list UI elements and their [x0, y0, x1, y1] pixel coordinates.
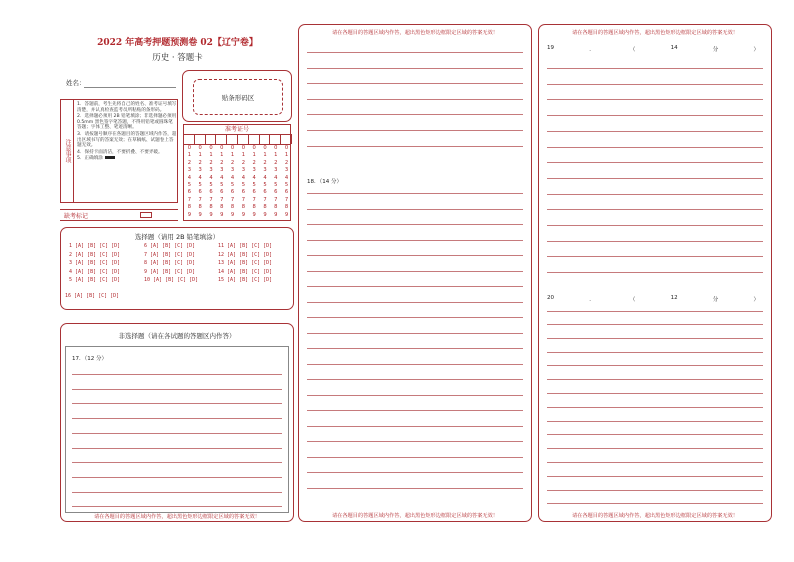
exam-number-bubble[interactable]: 1 — [198, 152, 202, 159]
notice-item: 3．请按题号顺序在各题目的答题区域内作答，超出区域书写的答案无效；在草稿纸、试题卷上答题无效。 — [77, 131, 177, 149]
q19-unit: 分 — [712, 47, 719, 53]
q19-number: 19 — [547, 45, 554, 51]
answer-line — [307, 472, 523, 473]
answer-line — [307, 379, 523, 380]
choice-item[interactable]: 6 [A] [B] [C] [D] — [144, 243, 196, 249]
exam-number-bubble[interactable]: 6 — [230, 189, 235, 196]
exam-number-bubble[interactable]: 4 — [187, 174, 192, 181]
exam-number-bubble[interactable]: 3 — [241, 167, 246, 174]
exam-number-bubble[interactable]: 3 — [198, 167, 202, 174]
answer-line — [547, 68, 763, 69]
answer-line — [72, 389, 282, 390]
answer-line — [547, 365, 763, 366]
exam-number-bubble[interactable]: 3 — [209, 167, 213, 174]
choice-item[interactable]: 4 [A] [B] [C] [D] — [69, 268, 121, 275]
exam-number-digit-box[interactable] — [281, 134, 292, 144]
exam-number-bubble[interactable]: 3 — [274, 167, 278, 174]
answer-line — [72, 448, 282, 449]
notice-item-text: 5．正确填涂 — [77, 156, 103, 162]
answer-line — [547, 503, 763, 504]
answer-line — [547, 379, 763, 380]
exam-number-bubble[interactable]: 3 — [263, 167, 267, 174]
exam-number-digit-box[interactable] — [227, 134, 238, 144]
answer-line — [307, 68, 523, 69]
q19-paren-close: ） — [753, 47, 759, 53]
choice-item[interactable]: 10 [A] [B] [C] [D] — [144, 277, 199, 284]
exam-number-bubble[interactable]: 8 — [209, 204, 213, 211]
exam-number-bubble[interactable]: 1 — [220, 152, 224, 159]
page-title: 2022 年高考押题预测卷 02【辽宁卷】 — [97, 38, 258, 48]
exam-number-bubble[interactable]: 2 — [198, 159, 202, 166]
answer-line — [307, 99, 523, 100]
exam-number-bubble[interactable]: 0 — [284, 145, 289, 151]
answer-line — [547, 311, 763, 312]
missing-exam-row — [60, 209, 178, 221]
answer-line — [307, 302, 523, 303]
answer-line — [547, 84, 763, 85]
q19-label — [547, 45, 759, 53]
choice-item[interactable]: 16 [A] [B] [C] [D] — [65, 293, 120, 299]
exam-number-bubble[interactable]: 2 — [263, 159, 267, 166]
answer-line — [547, 324, 763, 325]
exam-number-bubble-column[interactable] — [206, 145, 217, 219]
answer-line — [547, 115, 763, 116]
q20-paren-close: ） — [753, 297, 759, 303]
exam-number-bubble[interactable]: 9 — [220, 211, 224, 218]
exam-number-bubble[interactable]: 1 — [241, 152, 246, 159]
exam-number-bubble[interactable]: 7 — [274, 196, 278, 203]
q19-dot: ． — [589, 47, 595, 53]
exam-number-bubble[interactable]: 5 — [220, 182, 224, 189]
answer-line — [307, 52, 523, 53]
page-subtitle: 历史 · 答题卡 — [152, 53, 203, 63]
exam-number-bubble[interactable]: 9 — [274, 211, 278, 218]
answer-line — [307, 114, 523, 115]
non-choice-section — [60, 323, 294, 522]
exam-number-bubble[interactable]: 6 — [187, 189, 192, 196]
answer-line — [547, 178, 763, 179]
answer-line — [307, 271, 523, 272]
answer-line — [72, 418, 282, 419]
exam-number-bubble[interactable]: 6 — [209, 189, 213, 196]
exam-number-grid — [183, 124, 291, 221]
answer-line — [307, 224, 523, 225]
exam-number-bubble[interactable]: 0 — [274, 145, 278, 151]
exam-number-bubble[interactable]: 4 — [241, 174, 246, 181]
exam-number-bubble[interactable]: 5 — [263, 182, 267, 189]
answer-column-18 — [298, 24, 532, 522]
choice-item[interactable]: 11 [A] [B] [C] [D] — [218, 243, 273, 249]
answer-line — [547, 462, 763, 463]
answer-line — [547, 209, 763, 210]
exam-number-digit-box[interactable] — [249, 134, 260, 144]
exam-number-bubble-column[interactable] — [184, 145, 195, 219]
column-note-bottom: 请在各题目的答题区域内作答，超出黑色矩形边框限定区域的答案无效！ — [331, 513, 498, 519]
answer-line — [547, 407, 763, 408]
exam-number-bubble-column[interactable] — [260, 145, 271, 219]
exam-number-bubble-column[interactable] — [238, 145, 249, 219]
footer-note-left: 请在各题目的答题区域内作答，超出黑色矩形边框限定区域的答案无效！ — [93, 514, 260, 520]
answer-line — [547, 352, 763, 353]
exam-number-bubble[interactable]: 5 — [252, 182, 256, 189]
exam-number-bubble[interactable]: 4 — [230, 174, 235, 181]
barcode-area — [182, 70, 292, 122]
q20-unit: 分 — [712, 297, 719, 303]
exam-number-bubble[interactable]: 6 — [263, 189, 267, 196]
answer-line — [307, 286, 523, 287]
exam-number-bubble[interactable]: 9 — [187, 211, 192, 218]
exam-number-bubble[interactable]: 4 — [209, 174, 213, 181]
exam-number-bubble[interactable]: 7 — [241, 196, 246, 203]
exam-number-title: 准考证号 — [184, 125, 290, 135]
answer-line — [72, 433, 282, 434]
q19-score: 14 — [670, 45, 678, 51]
exam-number-bubble[interactable]: 6 — [252, 189, 256, 196]
exam-number-bubble[interactable]: 7 — [198, 196, 202, 203]
exam-number-bubble[interactable]: 2 — [209, 159, 213, 166]
answer-line — [547, 393, 763, 394]
exam-number-bubble[interactable]: 4 — [220, 174, 224, 181]
answer-line — [307, 410, 523, 411]
answer-line — [72, 403, 282, 404]
choice-item[interactable]: 3 [A] [B] [C] [D] — [69, 260, 121, 267]
exam-number-bubble[interactable]: 3 — [230, 167, 235, 174]
choice-item[interactable]: 1 [A] [B] [C] [D] — [69, 243, 121, 249]
exam-number-bubble[interactable]: 6 — [274, 189, 278, 196]
exam-number-bubble[interactable]: 0 — [209, 145, 213, 151]
exam-number-bubble[interactable]: 6 — [241, 189, 246, 196]
exam-number-bubble[interactable]: 8 — [241, 204, 246, 211]
answer-line — [307, 441, 523, 442]
exam-number-digit-box[interactable] — [195, 134, 206, 144]
column-note-top: 请在各题目的答题区域内作答，超出黑色矩形边框限定区域的答案无效！ — [571, 30, 738, 36]
answer-line — [547, 162, 763, 163]
notice-item: 2．选择题必须用 2B 铅笔填涂；非选择题必须用 0.5mm 黑色签字笔答题，不得用铅笔或圆珠笔答题；字体工整、笔迹清晰。 — [77, 114, 177, 131]
exam-number-bubble[interactable]: 2 — [241, 159, 246, 166]
exam-number-bubble[interactable]: 9 — [241, 211, 246, 218]
exam-number-bubble-column[interactable] — [281, 145, 292, 219]
exam-number-bubble[interactable]: 2 — [220, 159, 224, 166]
column-note-bottom: 请在各题目的答题区域内作答，超出黑色矩形边框限定区域的答案无效！ — [571, 513, 738, 519]
exam-number-bubble[interactable]: 0 — [198, 145, 202, 151]
exam-number-bubble[interactable]: 4 — [274, 174, 278, 181]
choice-item[interactable]: 8 [A] [B] [C] [D] — [144, 260, 196, 267]
exam-number-bubble[interactable]: 5 — [284, 182, 289, 189]
missing-exam-label: 缺考标记 — [64, 213, 89, 220]
exam-number-bubble[interactable]: 1 — [209, 152, 213, 159]
missing-exam-checkbox[interactable] — [140, 212, 152, 218]
exam-number-bubble[interactable]: 8 — [284, 204, 289, 211]
exam-number-digit-box[interactable] — [260, 134, 271, 144]
answer-line — [547, 241, 763, 242]
exam-number-bubble[interactable]: 1 — [284, 152, 289, 159]
answer-line — [547, 225, 763, 226]
exam-number-bubble[interactable]: 8 — [263, 204, 267, 211]
answer-line — [547, 272, 763, 273]
answer-line — [307, 209, 523, 210]
exam-number-bubble[interactable]: 3 — [284, 167, 289, 174]
q19-paren-open: （ — [629, 47, 636, 53]
choice-item[interactable]: 5 [A] [B] [C] [D] — [69, 277, 121, 284]
exam-number-bubble[interactable]: 7 — [187, 196, 192, 203]
exam-number-bubble[interactable]: 9 — [263, 211, 267, 218]
answer-line — [307, 193, 523, 194]
choice-item[interactable]: 2 [A] [B] [C] [D] — [69, 251, 121, 258]
answer-line — [72, 492, 282, 493]
exam-number-bubble[interactable]: 1 — [187, 152, 192, 159]
exam-number-bubble[interactable]: 4 — [252, 174, 256, 181]
exam-number-bubble[interactable]: 5 — [209, 182, 213, 189]
exam-number-bubble[interactable]: 2 — [187, 159, 192, 166]
answer-line — [307, 130, 523, 131]
answer-line — [72, 506, 282, 507]
notice-side-label: 注意事项 — [61, 100, 74, 202]
exam-number-bubble[interactable]: 1 — [263, 152, 267, 159]
q20-score: 12 — [670, 295, 678, 301]
choice-item[interactable]: 12 [A] [B] [C] [D] — [218, 251, 273, 258]
answer-line — [72, 462, 282, 463]
exam-number-bubble[interactable]: 1 — [230, 152, 235, 159]
exam-number-bubble[interactable]: 9 — [230, 211, 235, 218]
exam-number-bubble[interactable]: 0 — [241, 145, 246, 151]
answer-line — [307, 395, 523, 396]
answer-column-19-20 — [538, 24, 772, 522]
exam-number-bubble[interactable]: 6 — [198, 189, 202, 196]
filled-mark-sample — [105, 156, 115, 159]
q20-label — [547, 295, 759, 303]
exam-number-bubble[interactable]: 3 — [220, 167, 224, 174]
exam-number-bubble[interactable]: 5 — [241, 182, 246, 189]
choice-item[interactable]: 15 [A] [B] [C] [D] — [218, 277, 273, 284]
exam-number-bubble[interactable]: 5 — [230, 182, 235, 189]
exam-number-digit-box[interactable] — [270, 134, 281, 144]
exam-number-bubble[interactable]: 2 — [284, 159, 289, 166]
exam-number-bubble[interactable]: 0 — [187, 145, 192, 151]
answer-line — [307, 457, 523, 458]
answer-line — [307, 83, 523, 84]
exam-number-bubble[interactable]: 8 — [274, 204, 278, 211]
name-field[interactable] — [84, 87, 176, 88]
exam-number-bubble[interactable]: 1 — [252, 152, 256, 159]
answer-line — [307, 348, 523, 349]
barcode-label: 贴条形码区 — [193, 79, 283, 115]
answer-line — [547, 131, 763, 132]
answer-line — [547, 434, 763, 435]
exam-number-bubble[interactable]: 4 — [263, 174, 267, 181]
name-label: 姓名： — [66, 79, 86, 87]
answer-line — [547, 490, 763, 491]
answer-line — [307, 240, 523, 241]
exam-number-bubble[interactable]: 9 — [198, 211, 202, 218]
column-note-top: 请在各题目的答题区域内作答，超出黑色矩形边框限定区域的答案无效！ — [331, 30, 498, 36]
notice-panel — [60, 99, 178, 203]
exam-number-bubble[interactable]: 2 — [274, 159, 278, 166]
exam-number-bubble-column[interactable] — [270, 145, 281, 219]
answer-line — [547, 476, 763, 477]
exam-number-bubble-column[interactable] — [249, 145, 260, 219]
notice-item: 4．保持卡面清洁，不要折叠、不要弄破。 — [77, 149, 163, 155]
choice-item[interactable]: 9 [A] [B] [C] [D] — [144, 268, 196, 275]
exam-number-bubble[interactable]: 2 — [252, 159, 256, 166]
q17-answer-area[interactable] — [65, 346, 289, 513]
exam-number-bubble[interactable]: 2 — [230, 159, 235, 166]
exam-number-digit-box[interactable] — [238, 134, 249, 144]
exam-number-bubble[interactable]: 9 — [209, 211, 213, 218]
exam-number-bubble[interactable]: 0 — [252, 145, 256, 151]
answer-line — [307, 317, 523, 318]
q20-number: 20 — [547, 295, 554, 301]
exam-number-bubble[interactable]: 7 — [252, 196, 256, 203]
exam-number-bubble[interactable]: 9 — [284, 211, 289, 218]
multiple-choice-title: 选择题（请用 2B 铅笔填涂） — [134, 233, 220, 241]
answer-line — [307, 146, 523, 147]
exam-number-bubble[interactable]: 6 — [220, 189, 224, 196]
answer-line — [72, 477, 282, 478]
answer-line — [307, 333, 523, 334]
exam-number-bubble[interactable]: 1 — [274, 152, 278, 159]
q20-dot: ． — [589, 297, 595, 303]
exam-number-bubble-column[interactable] — [227, 145, 238, 219]
answer-line — [307, 364, 523, 365]
exam-number-digit-box[interactable] — [184, 134, 195, 144]
q17-label: 17．（12 分） — [72, 356, 107, 362]
exam-number-bubble[interactable]: 3 — [252, 167, 256, 174]
notice-item — [77, 156, 177, 162]
choice-item[interactable]: 7 [A] [B] [C] [D] — [144, 251, 196, 258]
answer-line — [547, 147, 763, 148]
q18-label: 18．（14 分） — [307, 179, 342, 185]
exam-number-bubble-column[interactable] — [195, 145, 206, 219]
answer-line — [547, 99, 763, 100]
exam-number-bubble[interactable]: 7 — [263, 196, 267, 203]
multiple-choice-section — [60, 227, 294, 310]
exam-number-bubble[interactable]: 9 — [252, 211, 256, 218]
q20-paren-open: （ — [629, 297, 636, 303]
exam-number-bubble[interactable]: 7 — [230, 196, 235, 203]
answer-line — [307, 488, 523, 489]
answer-line — [547, 421, 763, 422]
exam-number-bubble[interactable]: 5 — [198, 182, 202, 189]
answer-line — [547, 338, 763, 339]
exam-number-bubble-column[interactable] — [216, 145, 227, 219]
notice-item: 1．答题前，考生先将自己的姓名、准考证号填写清楚，并认真检查监考员所粘贴的条形码。 — [77, 102, 177, 113]
exam-number-bubble[interactable]: 8 — [220, 204, 224, 211]
answer-line — [72, 374, 282, 375]
exam-number-bubble[interactable]: 0 — [220, 145, 224, 151]
exam-number-bubble[interactable]: 7 — [209, 196, 213, 203]
choice-item[interactable]: 14 [A] [B] [C] [D] — [218, 268, 273, 275]
answer-line — [547, 194, 763, 195]
exam-number-bubble[interactable]: 4 — [284, 174, 289, 181]
exam-number-bubble[interactable]: 7 — [284, 196, 289, 203]
exam-number-bubble[interactable]: 5 — [274, 182, 278, 189]
exam-number-bubble[interactable]: 8 — [230, 204, 235, 211]
answer-line — [547, 256, 763, 257]
exam-number-digit-box[interactable] — [216, 134, 227, 144]
exam-number-bubble[interactable]: 4 — [198, 174, 202, 181]
answer-line — [307, 255, 523, 256]
exam-number-bubble[interactable]: 7 — [220, 196, 224, 203]
exam-number-bubble[interactable]: 5 — [187, 182, 192, 189]
exam-number-bubble[interactable]: 3 — [187, 167, 192, 174]
exam-number-bubble[interactable]: 8 — [187, 204, 192, 211]
exam-number-bubble[interactable]: 8 — [252, 204, 256, 211]
non-choice-title: 非选择题（请在各试题的答题区内作答） — [118, 332, 236, 340]
answer-line — [547, 448, 763, 449]
choice-item[interactable]: 13 [A] [B] [C] [D] — [218, 260, 273, 267]
answer-line — [307, 426, 523, 427]
exam-number-bubble[interactable]: 0 — [230, 145, 235, 151]
exam-number-digit-box[interactable] — [206, 134, 217, 144]
exam-number-bubble[interactable]: 8 — [198, 204, 202, 211]
exam-number-bubble[interactable]: 0 — [263, 145, 267, 151]
exam-number-input-row — [184, 134, 290, 145]
exam-number-bubble[interactable]: 6 — [284, 189, 289, 196]
notice-list — [77, 102, 177, 163]
